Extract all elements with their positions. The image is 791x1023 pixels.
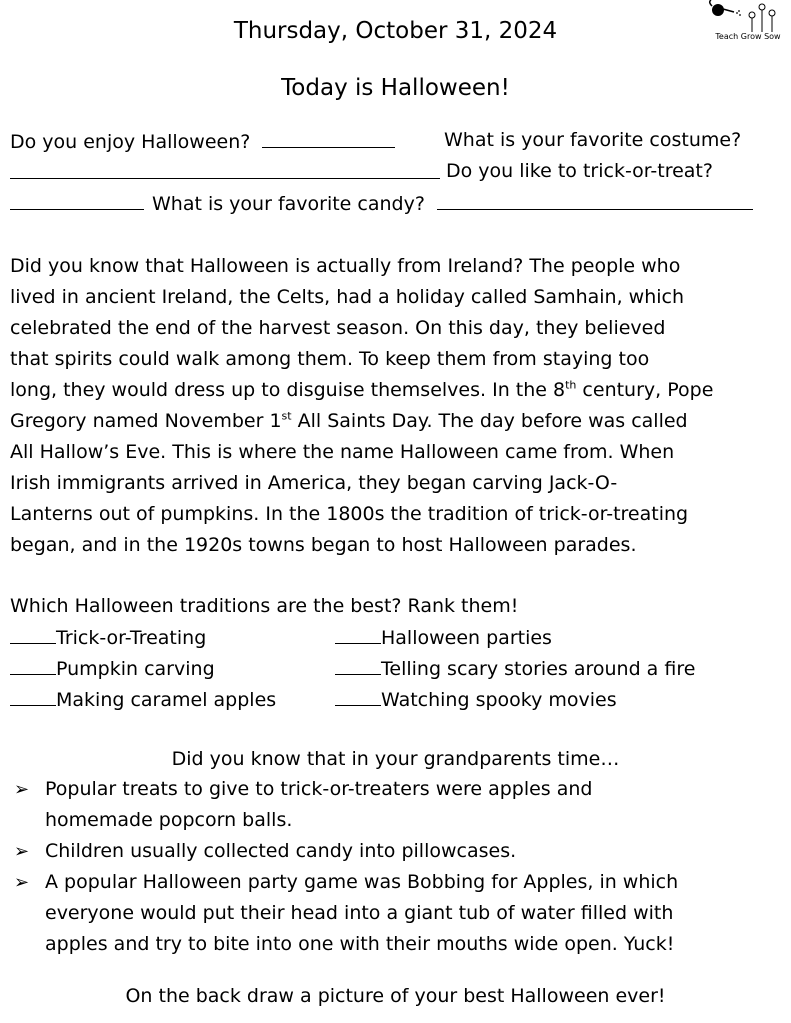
rank-label: Telling scary stories around a fire [381, 658, 696, 680]
history-text: All Saints Day. The day before was called [291, 410, 688, 432]
rank-label: Making caramel apples [56, 689, 277, 711]
history-line: Irish immigrants arrived in America, they began carving Jack-O- [10, 472, 618, 494]
question-enjoy-label: Do you enjoy Halloween? [10, 131, 251, 153]
rank-item [335, 624, 552, 650]
bullet-line: A popular Halloween party game was Bobbing for Apples, in which [45, 871, 679, 893]
bullet-text [45, 774, 593, 836]
rank-item [10, 686, 276, 712]
arrow-bullet-icon: ➢ [14, 872, 30, 893]
history-line [10, 406, 785, 437]
history-text: Gregory named November 1 [10, 410, 282, 432]
bullet-line: apples and try to bite into one with their mouths wide open. Yuck! [45, 933, 675, 955]
question-candy [152, 190, 753, 216]
history-line: Did you know that Halloween is actually from Ireland? The people who [10, 255, 681, 277]
rank-blank[interactable] [335, 655, 381, 675]
rank-label: Halloween parties [381, 627, 552, 649]
date-heading: Thursday, October 31, 2024 [233, 18, 558, 44]
answer-line-costume[interactable] [10, 159, 440, 185]
history-line: began, and in the 1920s towns began to host Halloween parades. [10, 534, 637, 556]
history-text: long, they would dress up to disguise themselves. In the 8 [10, 379, 566, 401]
answer-blank-enjoy[interactable] [262, 128, 395, 148]
question-trick-or-treat: Do you like to trick-or-treat? [446, 160, 713, 182]
history-line: that spirits could walk among them. To keep them from staying too [10, 348, 650, 370]
logo-text: Teach Grow Sow [715, 32, 781, 41]
ordinal-suffix: th [565, 378, 577, 392]
ordinal-suffix: st [281, 409, 292, 423]
arrow-bullet-icon: ➢ [14, 779, 30, 800]
history-text: century, Pope [576, 379, 714, 401]
rank-label: Watching spooky movies [381, 689, 617, 711]
history-line [10, 375, 785, 406]
today-heading: Today is Halloween! [281, 75, 510, 101]
bullet-line: everyone would put their head into a giant tub of water filled with [45, 902, 674, 924]
question-enjoy [10, 128, 395, 154]
question-candy-label: What is your favorite candy? [152, 193, 425, 215]
history-line: All Hallow’s Eve. This is where the name Halloween came from. When [10, 441, 675, 463]
arrow-bullet-icon: ➢ [14, 841, 30, 862]
rank-item [10, 624, 206, 650]
rank-blank[interactable] [335, 686, 381, 706]
bullet-text [45, 836, 516, 867]
bullet-line: homemade popcorn balls. [45, 809, 293, 831]
answer-blank-costume[interactable] [10, 159, 440, 179]
rank-blank[interactable] [10, 655, 56, 675]
drawing-instruction: On the back draw a picture of your best Halloween ever! [125, 985, 666, 1007]
answer-blank-candy[interactable] [437, 190, 753, 210]
rank-item [335, 655, 695, 681]
ranking-prompt: Which Halloween traditions are the best? Rank them! [10, 595, 519, 617]
bullet-line: Popular treats to give to trick-or-treaters were apples and [45, 778, 593, 800]
history-line: celebrated the end of the harvest season. On this day, they believed [10, 317, 666, 339]
rank-blank[interactable] [10, 624, 56, 644]
answer-blank-trick-or-treat[interactable] [10, 190, 144, 210]
rank-blank[interactable] [335, 624, 381, 644]
bullet-text [45, 867, 678, 960]
rank-blank[interactable] [10, 686, 56, 706]
question-costume: What is your favorite costume? [444, 129, 742, 151]
bullet-line: Children usually collected candy into pillowcases. [45, 840, 517, 862]
rank-item [10, 655, 215, 681]
history-line: lived in ancient Ireland, the Celts, had a holiday called Samhain, which [10, 286, 685, 308]
rank-label: Trick-or-Treating [56, 627, 207, 649]
answer-line-trick-or-treat[interactable] [10, 190, 144, 216]
history-paragraph [10, 251, 785, 561]
rank-label: Pumpkin carving [56, 658, 215, 680]
grandparents-heading: Did you know that in your grandparents time… [171, 748, 620, 770]
rank-item [335, 686, 617, 712]
history-line: Lanterns out of pumpkins. In the 1800s the tradition of trick-or-treating [10, 503, 689, 525]
teach-grow-sow-logo [706, 0, 790, 46]
watering-can-icon [706, 0, 790, 34]
